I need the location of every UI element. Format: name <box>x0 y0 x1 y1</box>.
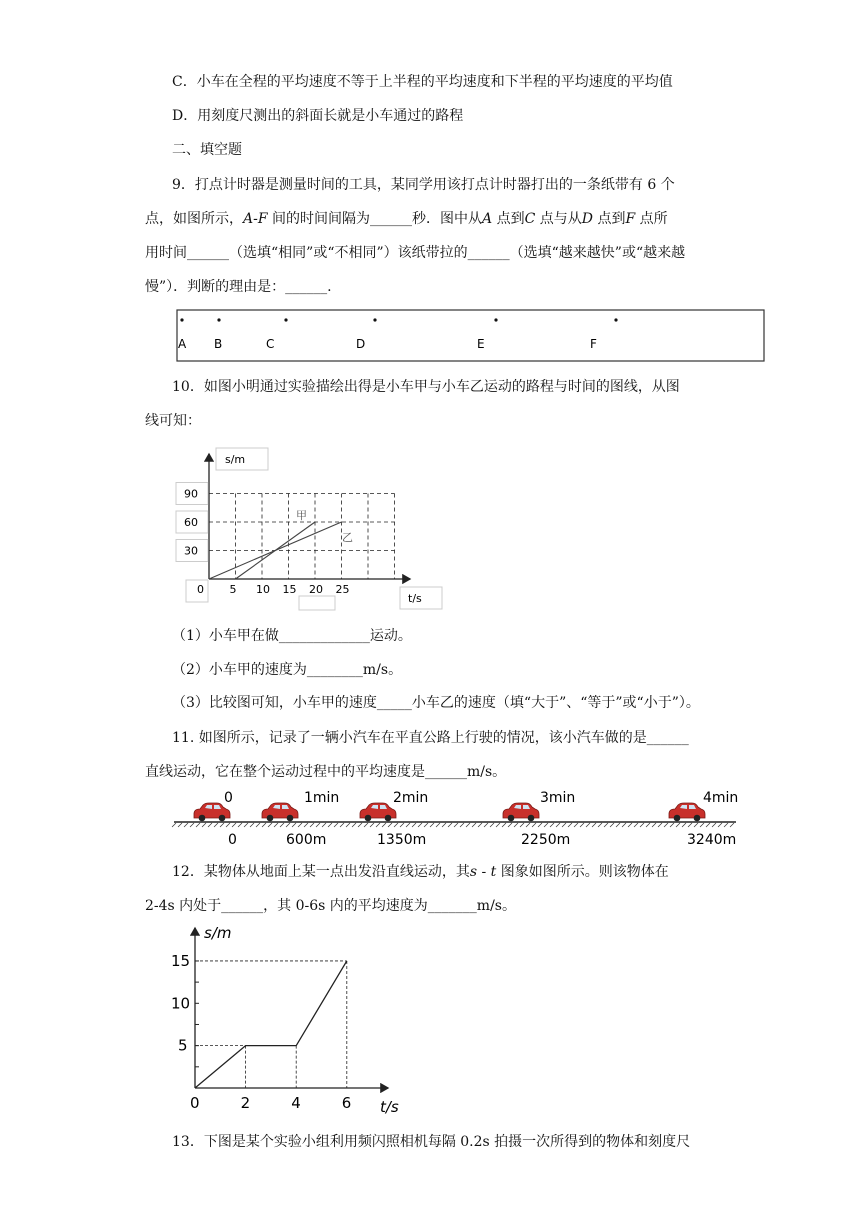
tape-dot-E <box>494 318 497 321</box>
fig12-xlabel: t/s <box>380 1098 399 1116</box>
fig12-xtick-0: 0 <box>190 1094 200 1112</box>
q11-line2: 直线运动，它在整个运动过程中的平均速度是______m/s。 <box>145 764 507 780</box>
ticker-tape-figure <box>176 308 766 364</box>
fig12-xtick-6: 6 <box>341 1094 352 1112</box>
fig12-xtick-4: 4 <box>291 1094 301 1112</box>
tape-dot-F <box>614 318 617 321</box>
tape-label-E: E <box>477 337 485 351</box>
fig12-ylabel: s/m <box>204 924 232 942</box>
fig10-ytick-90: 90 <box>184 487 198 501</box>
fig12-ytick-15: 15 <box>171 951 191 970</box>
q9-line2: 点，如图所示，A-F 间的时间间隔为______秒．图中从A 点到C 点与从D 点到F 点所 <box>145 211 668 227</box>
road-time-1: 1min <box>304 790 340 806</box>
q10-b: （2）小车甲的速度为________m/s。 <box>172 662 403 678</box>
q12-line1: 12．某物体从地面上某一点出发沿直线运动，其s - t 图象如图所示。则该物体在 <box>172 864 669 880</box>
q10-a: （1）小车甲在做_____________运动。 <box>172 628 412 644</box>
fig10-xtick-10: 10 <box>256 583 270 596</box>
fig12-ytick-10: 10 <box>171 994 191 1013</box>
tape-dot-A <box>180 318 183 321</box>
q9-line1: 9．打点计时器是测量时间的工具，某同学用该打点计时器打出的一条纸带有 6 个 <box>172 177 675 193</box>
tape-label-B: B <box>214 337 223 351</box>
fig10-xtick-0: 0 <box>197 583 204 596</box>
q10-line2: 线可知： <box>145 413 201 429</box>
q11-line1: 11. 如图所示，记录了一辆小汽车在平直公路上行驶的情况，该小汽车做的是______ <box>172 730 689 746</box>
fig12-ytick-5: 5 <box>178 1036 188 1055</box>
q10-line1: 10．如图小明通过实验描绘出得是小车甲与小车乙运动的路程与时间的图线，从图 <box>172 379 680 395</box>
tape-dot-D <box>373 318 376 321</box>
option-c: C．小车在全程的平均速度不等于上半程的平均速度和下半程的平均速度的平均值 <box>172 74 673 90</box>
road-distance-3: 2250m <box>521 832 571 848</box>
tape-label-F: F <box>590 337 597 351</box>
fig10-xlabel: t/s <box>408 592 422 605</box>
road-time-3: 3min <box>540 790 576 806</box>
fig10-xtick-25: 25 <box>335 583 350 596</box>
q13-line1: 13．下图是某个实验小组利用频闪照相机每隔 0.2s 拍摄一次所得到的物体和刻度尺 <box>172 1134 691 1150</box>
fig11-road <box>170 786 740 848</box>
road-distance-0: 0 <box>228 832 237 848</box>
fig10-graph <box>170 446 450 612</box>
car-icon <box>503 803 539 821</box>
fig10-xtick-15: 15 <box>282 583 297 596</box>
road-distance-2: 1350m <box>377 832 427 848</box>
q12-line2: 2-4s 内处于______，其 0-6s 内的平均速度为_______m/s。 <box>145 898 516 914</box>
car-icon <box>360 803 396 821</box>
road-time-0: 0 <box>224 790 233 806</box>
car-icon <box>262 803 298 821</box>
road-distance-4: 3240m <box>687 832 737 848</box>
tape-label-C: C <box>266 337 275 351</box>
section-heading: 二、填空题 <box>172 142 242 158</box>
tape-label-A: A <box>178 337 187 351</box>
fig10-label-yi: 乙 <box>342 531 353 544</box>
fig10-xtick-5: 5 <box>229 583 237 596</box>
car-icon <box>669 803 705 821</box>
fig12-xtick-2: 2 <box>240 1094 251 1112</box>
fig12-chart <box>168 920 418 1120</box>
fig10-xtick-20: 20 <box>309 583 323 596</box>
option-d: D．用刻度尺测出的斜面长就是小车通过的路程 <box>172 108 464 124</box>
q9-line3: 用时间______（选填“相同”或“不相同”）该纸带拉的______（选填“越来越快”或“越来越 <box>145 245 686 261</box>
fig10-ytick-60: 60 <box>184 516 198 529</box>
fig10-ytick-30: 30 <box>184 544 198 558</box>
fig10-label-jia: 甲 <box>296 509 307 522</box>
q9-line4: 慢”）．判断的理由是：______. <box>145 279 332 295</box>
road-distance-1: 600m <box>286 832 327 848</box>
tape-dot-B <box>217 318 220 321</box>
q10-c: （3）比较图可知，小车甲的速度_____小车乙的速度（填“大于”、“等于”或“小于”）。 <box>172 695 700 711</box>
road-time-4: 4min <box>703 790 739 806</box>
tape-dot-C <box>284 318 287 321</box>
road-time-2: 2min <box>393 790 429 806</box>
tape-label-D: D <box>356 337 366 351</box>
fig10-ylabel: s/m <box>225 453 246 466</box>
fig12-series-line <box>195 961 347 1088</box>
